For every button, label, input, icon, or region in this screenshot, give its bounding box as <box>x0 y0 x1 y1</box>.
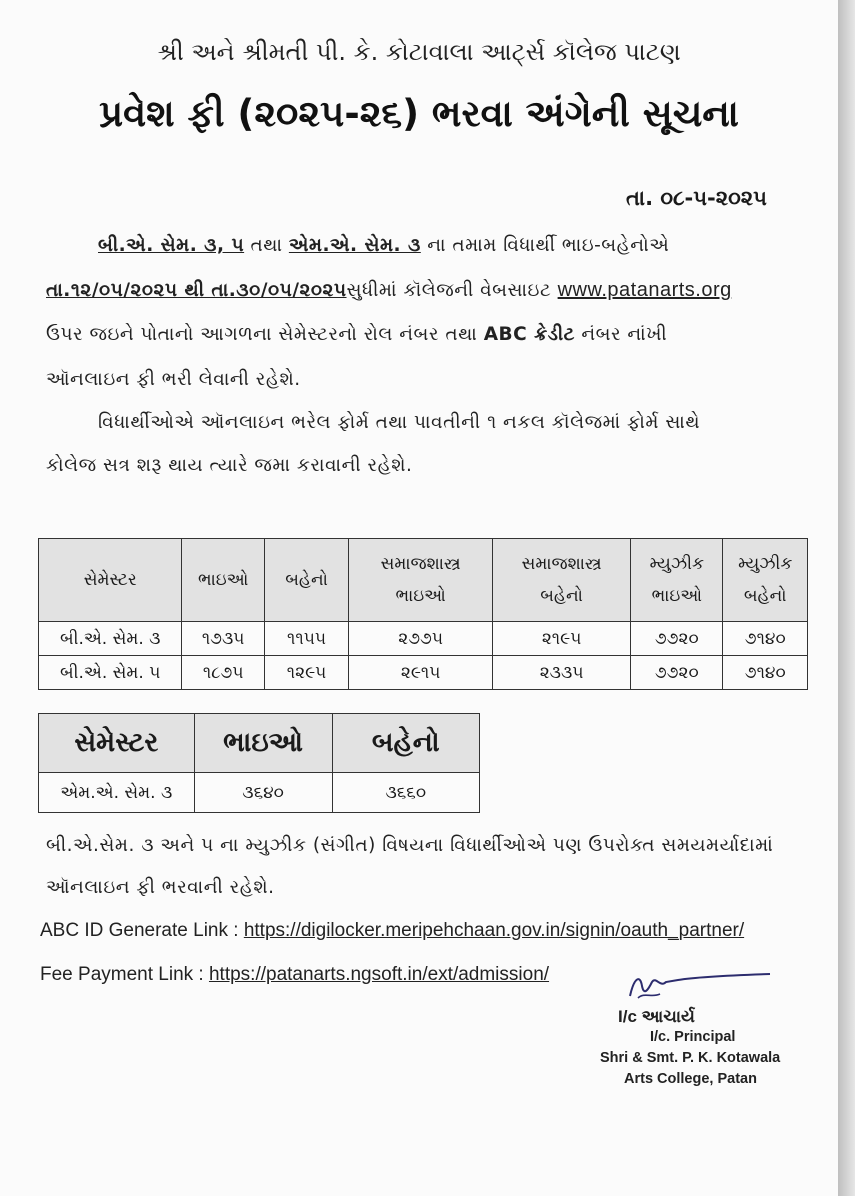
stamp-text: I/c આચાર્ય <box>618 1007 695 1026</box>
header-cell: સેમેસ્ટર <box>39 714 195 773</box>
music-note-line2: ઑનલાઇન ફી ભરવાની રહેશે. <box>46 877 275 898</box>
sem-ma: એમ.એ. સેમ. ૩ <box>288 235 421 256</box>
fee-link-label: Fee Payment Link : <box>40 964 209 985</box>
date-range: તા.૧૨/૦૫/૨૦૨૫ થી તા.૩૦/૦૫/૨૦૨૫ <box>46 280 347 301</box>
para1-line4: ઑનલાઇન ફી ભરી લેવાની રહેશે. <box>46 369 301 390</box>
fee-link-row <box>40 964 549 986</box>
header-cell: બહેનો <box>332 714 479 773</box>
para2-line2: કોલેજ સત્ર શરૂ થાય ત્યારે જમા કરાવાની રહેશે. <box>46 455 413 476</box>
handwritten-signature <box>600 968 780 1008</box>
header-cell: સેમેસ્ટર <box>39 539 182 622</box>
signature-block <box>600 968 780 1090</box>
principal-title: I/c. Principal <box>650 1029 736 1045</box>
table-row: બી.એ. સેમ. ૩ ૧૭૩૫ ૧૧૫૫ ૨૭૭૫ ૨૧૯૫ ૭૭૨૦ ૭૧૪૦ <box>39 622 808 656</box>
header-cell: ભાઇઓ <box>194 714 332 773</box>
website-link[interactable]: www.patanarts.org <box>557 279 732 301</box>
fee-payment-link[interactable]: https://patanarts.ngsoft.in/ext/admission/ <box>208 964 550 985</box>
college-line2: Arts College, Patan <box>624 1071 757 1087</box>
notice-title: પ્રવેશ ફી (૨૦૨૫-૨૬) ભરવા અંગેની સૂચના <box>99 92 739 135</box>
notice-date: તા. ૦૮-૫-૨૦૨૫ <box>626 186 767 210</box>
para1-line1: બી.એ. સેમ. ૩, ૫ તથા એમ.એ. સેમ. ૩ ના તમામ વિધાર્થી ભાઇ-બહેનોએ <box>98 235 670 256</box>
college-line1: Shri & Smt. P. K. Kotawala <box>600 1050 781 1066</box>
header-cell: સમાજશાસ્ત્ર બહેનો <box>493 539 631 622</box>
page-edge-shadow <box>838 0 855 1196</box>
table-row: બી.એ. સેમ. ૫ ૧૮૭૫ ૧૨૯૫ ૨૯૧૫ ૨૩૩૫ ૭૭૨૦ ૭૧૪૦ <box>39 656 808 690</box>
header-cell: બહેનો <box>264 539 348 622</box>
music-note-line1: બી.એ.સેમ. ૩ અને ૫ ના મ્યુઝીક (સંગીત) વિષયના વિધાર્થીઓએ પણ ઉપરોક્ત સમયમર્યાદામાં <box>46 835 774 856</box>
college-name: શ્રી અને શ્રીમતી પી. કે. કોટાવાલા આર્ટ્સ કૉલેજ પાટણ <box>157 38 681 66</box>
abc-credit: ABC ક્રેડીટ <box>483 324 575 345</box>
para2-line1: વિધાર્થીઓએ ઑનલાઇન ભરેલ ફોર્મ તથા પાવતીની ૧ નકલ કૉલેજમાં ફોર્મ સાથે <box>98 412 701 433</box>
para1-line3: ઉપર જઇને પોતાનો આગળના સેમેસ્ટરનો રોલ નંબર તથા ABC ક્રેડીટ નંબર નાંખી <box>46 324 668 345</box>
header-cell: મ્યુઝીક ભાઇઓ <box>631 539 723 622</box>
table-header-row <box>39 539 808 622</box>
ma-fee-table <box>38 713 480 813</box>
header-cell: સમાજશાસ્ત્ર ભાઇઓ <box>349 539 493 622</box>
ba-fee-table <box>38 538 808 690</box>
abc-link[interactable]: https://digilocker.meripehchaan.gov.in/signin/oauth_partner/ <box>243 920 745 941</box>
para1-line2: તા.૧૨/૦૫/૨૦૨૫ થી તા.૩૦/૦૫/૨૦૨૫સુધીમાં કૉલેજની વેબસાઇટ www.patanarts.org <box>46 279 732 301</box>
header-cell: મ્યુઝીક બહેનો <box>723 539 808 622</box>
table-header-row <box>39 714 480 773</box>
sem-ba: બી.એ. સેમ. ૩, ૫ <box>98 235 245 256</box>
table-row: એમ.એ. સેમ. ૩ ૩૬૪૦ ૩૬૬૦ <box>39 773 480 813</box>
abc-link-row <box>40 920 744 942</box>
header-cell: ભાઇઓ <box>182 539 264 622</box>
abc-link-label: ABC ID Generate Link : <box>40 920 244 941</box>
